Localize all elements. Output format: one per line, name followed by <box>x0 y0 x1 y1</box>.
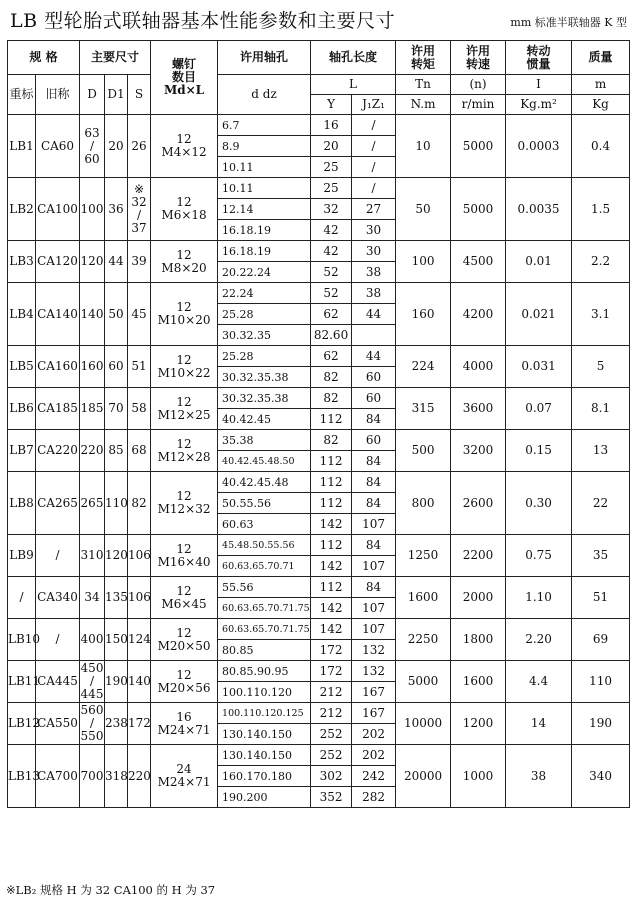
table-row <box>8 430 630 451</box>
table-row <box>8 661 630 682</box>
cell-speed: 3600 <box>451 388 506 430</box>
cell-inertia: 0.0035 <box>506 178 572 241</box>
cell-j: 30 <box>352 220 396 241</box>
cell-screw: 12 M8×20 <box>151 241 218 283</box>
cell-d: 265 <box>80 472 105 535</box>
table-row <box>8 346 630 367</box>
cell-d: 34 <box>80 577 105 619</box>
cell-torque: 10 <box>396 115 451 178</box>
cell-bore: 100.110.120 <box>218 682 311 703</box>
cell-d1: 238 <box>105 703 128 745</box>
cell-y: 142 <box>311 556 352 577</box>
cell-d: 310 <box>80 535 105 577</box>
cell-inertia: 38 <box>506 745 572 808</box>
table-row <box>8 178 630 199</box>
cell-y: 112 <box>311 409 352 430</box>
cell-y: 172 <box>311 640 352 661</box>
cell-y: 352 <box>311 787 352 808</box>
table-row <box>8 745 630 766</box>
spec-table <box>7 40 630 808</box>
cell-screw: 16 M24×71 <box>151 703 218 745</box>
header-col-s: S <box>128 75 151 115</box>
cell-y: 172 <box>311 661 352 682</box>
cell-ca: / <box>36 535 80 577</box>
cell-torque: 2250 <box>396 619 451 661</box>
cell-ca: CA445 <box>36 661 80 703</box>
cell-y: 42 <box>311 220 352 241</box>
cell-y: 112 <box>311 577 352 598</box>
cell-lb: LB9 <box>8 535 36 577</box>
cell-j: 84 <box>352 493 396 514</box>
cell-bore: 20.22.24 <box>218 262 311 283</box>
cell-y: 212 <box>311 703 352 724</box>
cell-d: 450 / 445 <box>80 661 104 701</box>
cell-screw: 12 M10×20 <box>151 283 218 346</box>
cell-speed: 2000 <box>451 577 506 619</box>
cell-screw: 12 M16×40 <box>151 535 218 577</box>
cell-y: 62 <box>311 304 352 325</box>
cell-d: 560 / 550 <box>80 703 104 743</box>
cell-ca: CA120 <box>36 241 80 283</box>
header-inertia-sym: I <box>506 75 572 95</box>
cell-y: 82 <box>311 388 352 409</box>
cell-y: 52 <box>311 283 352 304</box>
cell-inertia: 0.0003 <box>506 115 572 178</box>
cell-s: 124 <box>128 619 151 661</box>
cell-s: 220 <box>128 745 151 808</box>
cell-lb: LB13 <box>8 745 36 808</box>
cell-torque: 1600 <box>396 577 451 619</box>
cell-bore: 40.42.45 <box>218 409 311 430</box>
cell-d: 400 <box>80 619 105 661</box>
cell-s: 68 <box>128 430 151 472</box>
cell-j: 44 <box>352 346 396 367</box>
cell-bore: 10.11 <box>218 157 311 178</box>
table-row <box>8 283 630 304</box>
page-title: LB 型轮胎式联轴器基本性能参数和主要尺寸 <box>10 10 396 32</box>
cell-j: 84 <box>352 472 396 493</box>
header-new-std: 重标 <box>8 75 36 115</box>
cell-s: 82 <box>128 472 151 535</box>
cell-y: 62 <box>311 346 352 367</box>
header-torque-sym: Tn <box>396 75 451 95</box>
header-length: 轴孔长度 <box>311 41 396 75</box>
header-speed: 许用 转速 <box>451 41 506 75</box>
cell-speed: 5000 <box>451 115 506 178</box>
cell-j: 27 <box>352 199 396 220</box>
cell-lb: LB7 <box>8 430 36 472</box>
cell-ca: CA60 <box>36 115 80 178</box>
cell-d1: 120 <box>105 535 128 577</box>
cell-inertia: 0.07 <box>506 388 572 430</box>
cell-mass: 2.2 <box>572 241 630 283</box>
cell-j: 107 <box>352 598 396 619</box>
cell-inertia: 1.10 <box>506 577 572 619</box>
cell-y: 42 <box>311 241 352 262</box>
cell-speed: 2600 <box>451 472 506 535</box>
cell-bore: 16.18.19 <box>218 220 311 241</box>
cell-bore: 60.63.65.70.71 <box>218 556 311 577</box>
cell-lb: LB1 <box>8 115 36 178</box>
cell-lb: LB11 <box>8 661 36 703</box>
cell-screw: 12 M12×32 <box>151 472 218 535</box>
cell-j: / <box>352 178 396 199</box>
cell-y: 252 <box>311 745 352 766</box>
header-speed-unit: r/min <box>451 95 506 115</box>
cell-bore: 40.42.45.48.50 <box>218 451 311 472</box>
cell-torque: 500 <box>396 430 451 472</box>
cell-ca: CA700 <box>36 745 80 808</box>
header-mass-sym: m <box>572 75 630 95</box>
cell-mass: 1.5 <box>572 178 630 241</box>
cell-bore: 22.24 <box>218 283 311 304</box>
header-col-y: Y <box>311 95 352 115</box>
cell-y: 82 <box>311 367 352 388</box>
cell-s: 51 <box>128 346 151 388</box>
cell-speed: 4500 <box>451 241 506 283</box>
header-inertia: 转动 惯量 <box>506 41 572 75</box>
cell-torque: 160 <box>396 283 451 346</box>
cell-mass: 8.1 <box>572 388 630 430</box>
cell-torque: 20000 <box>396 745 451 808</box>
cell-bore: 100.110.120.125 <box>218 703 311 724</box>
cell-s: 58 <box>128 388 151 430</box>
cell-ca: CA550 <box>36 703 80 745</box>
cell-torque: 800 <box>396 472 451 535</box>
footnote: ※LB₂ 规格 H 为 32 CA100 的 H 为 37 <box>6 883 216 897</box>
cell-ca: CA265 <box>36 472 80 535</box>
cell-bore: 60.63.65.70.71.75 <box>218 598 311 619</box>
cell-bore: 40.42.45.48 <box>218 472 311 493</box>
cell-d: 220 <box>80 430 105 472</box>
header-spec: 规 格 <box>8 41 80 75</box>
cell-bore: 190.200 <box>218 787 311 808</box>
table-row <box>8 535 630 556</box>
cell-bore: 8.9 <box>218 136 311 157</box>
cell-lb: LB10 <box>8 619 36 661</box>
cell-s: 172 <box>128 703 151 745</box>
cell-y: 82 <box>311 430 352 451</box>
header-main-dims: 主要尺寸 <box>80 41 151 75</box>
cell-screw: 12 M4×12 <box>151 115 218 178</box>
cell-j: 44 <box>352 304 396 325</box>
cell-inertia: 2.20 <box>506 619 572 661</box>
cell-bore: 60.63 <box>218 514 311 535</box>
cell-speed: 1600 <box>451 661 506 703</box>
page-subtitle: mm 标准半联轴器 K 型 <box>510 16 627 29</box>
cell-ca: CA185 <box>36 388 80 430</box>
cell-d: 63 / 60 <box>80 115 105 178</box>
cell-j: 60 <box>352 388 396 409</box>
header-torque: 许用 转矩 <box>396 41 451 75</box>
cell-y: 82.60 <box>311 325 352 346</box>
cell-speed: 1000 <box>451 745 506 808</box>
header-col-d: D <box>80 75 105 115</box>
cell-inertia: 0.15 <box>506 430 572 472</box>
cell-y: 302 <box>311 766 352 787</box>
cell-y: 142 <box>311 619 352 640</box>
cell-y: 212 <box>311 682 352 703</box>
cell-inertia: 0.75 <box>506 535 572 577</box>
cell-d: 160 <box>80 346 105 388</box>
cell-j: 38 <box>352 262 396 283</box>
cell-j: 107 <box>352 556 396 577</box>
cell-y: 32 <box>311 199 352 220</box>
cell-bore: 45.48.50.55.56 <box>218 535 311 556</box>
cell-j: 107 <box>352 619 396 640</box>
cell-j: / <box>352 136 396 157</box>
cell-mass: 340 <box>572 745 630 808</box>
cell-s: 39 <box>128 241 151 283</box>
cell-mass: 13 <box>572 430 630 472</box>
table-row <box>8 115 630 136</box>
cell-ca: CA220 <box>36 430 80 472</box>
cell-bore: 60.63.65.70.71.75 <box>218 619 311 640</box>
cell-y: 20 <box>311 136 352 157</box>
cell-j: 282 <box>352 787 396 808</box>
cell-bore: 25.28 <box>218 304 311 325</box>
cell-d1: 318 <box>105 745 128 808</box>
cell-y: 112 <box>311 472 352 493</box>
cell-ca: CA160 <box>36 346 80 388</box>
cell-s: ※ 32 / 37 <box>128 178 151 241</box>
cell-s: 45 <box>128 283 151 346</box>
cell-j: 38 <box>352 283 396 304</box>
cell-speed: 1800 <box>451 619 506 661</box>
cell-bore: 30.32.35.38 <box>218 367 311 388</box>
header-inertia-unit: Kg.m² <box>506 95 572 115</box>
cell-d1: 20 <box>105 115 128 178</box>
header-mass-unit: Kg <box>572 95 630 115</box>
cell-d: 185 <box>80 388 105 430</box>
cell-bore: 6.7 <box>218 115 311 136</box>
header-speed-sym: (n) <box>451 75 506 95</box>
cell-speed: 3200 <box>451 430 506 472</box>
cell-screw: 24 M24×71 <box>151 745 218 808</box>
cell-bore: 35.38 <box>218 430 311 451</box>
cell-lb: / <box>8 577 36 619</box>
cell-j: / <box>352 157 396 178</box>
cell-j: 132 <box>352 661 396 682</box>
cell-j: 84 <box>352 451 396 472</box>
cell-y: 112 <box>311 535 352 556</box>
cell-mass: 3.1 <box>572 283 630 346</box>
header-bore: 许用轴孔 <box>218 41 311 75</box>
cell-ca: / <box>36 619 80 661</box>
cell-d: 140 <box>80 283 105 346</box>
cell-y: 142 <box>311 514 352 535</box>
cell-j: 167 <box>352 703 396 724</box>
cell-y: 142 <box>311 598 352 619</box>
cell-inertia: 14 <box>506 703 572 745</box>
cell-d: 120 <box>80 241 105 283</box>
cell-j: 107 <box>352 514 396 535</box>
header-torque-unit: N.m <box>396 95 451 115</box>
cell-d1: 44 <box>105 241 128 283</box>
cell-torque: 5000 <box>396 661 451 703</box>
cell-j: 84 <box>352 409 396 430</box>
cell-d1: 70 <box>105 388 128 430</box>
cell-j: 132 <box>352 640 396 661</box>
cell-mass: 51 <box>572 577 630 619</box>
cell-mass: 69 <box>572 619 630 661</box>
page-header <box>0 0 633 40</box>
cell-j <box>352 325 396 346</box>
header-mass: 质量 <box>572 41 630 75</box>
header-length-sub: L <box>311 75 396 95</box>
cell-j: 242 <box>352 766 396 787</box>
cell-screw: 12 M10×22 <box>151 346 218 388</box>
header-old-name: 旧称 <box>36 75 80 115</box>
cell-d: 700 <box>80 745 105 808</box>
cell-j: 60 <box>352 367 396 388</box>
cell-bore: 80.85 <box>218 640 311 661</box>
cell-mass: 22 <box>572 472 630 535</box>
cell-speed: 5000 <box>451 178 506 241</box>
cell-s: 106 <box>128 535 151 577</box>
cell-inertia: 0.01 <box>506 241 572 283</box>
cell-y: 25 <box>311 157 352 178</box>
cell-d: 100 <box>80 178 105 241</box>
cell-bore: 30.32.35 <box>218 325 311 346</box>
cell-ca: CA140 <box>36 283 80 346</box>
cell-speed: 4000 <box>451 346 506 388</box>
cell-torque: 1250 <box>396 535 451 577</box>
cell-screw: 12 M20×50 <box>151 619 218 661</box>
cell-y: 16 <box>311 115 352 136</box>
cell-bore: 55.56 <box>218 577 311 598</box>
cell-lb: LB6 <box>8 388 36 430</box>
cell-s: 26 <box>128 115 151 178</box>
cell-bore: 130.140.150 <box>218 724 311 745</box>
cell-screw: 12 M6×18 <box>151 178 218 241</box>
cell-j: 202 <box>352 745 396 766</box>
cell-speed: 1200 <box>451 703 506 745</box>
header-screw: 螺钉 数目 Md×L <box>151 41 218 115</box>
cell-lb: LB4 <box>8 283 36 346</box>
cell-y: 52 <box>311 262 352 283</box>
cell-inertia: 0.021 <box>506 283 572 346</box>
cell-ca: CA100 <box>36 178 80 241</box>
cell-mass: 5 <box>572 346 630 388</box>
cell-torque: 50 <box>396 178 451 241</box>
table-row <box>8 703 630 724</box>
cell-bore: 50.55.56 <box>218 493 311 514</box>
cell-d1: 36 <box>105 178 128 241</box>
cell-screw: 12 M12×28 <box>151 430 218 472</box>
cell-speed: 4200 <box>451 283 506 346</box>
cell-j: 167 <box>352 682 396 703</box>
cell-d1: 50 <box>105 283 128 346</box>
cell-s: 140 <box>128 661 151 703</box>
cell-screw: 12 M6×45 <box>151 577 218 619</box>
cell-j: 60 <box>352 430 396 451</box>
cell-torque: 315 <box>396 388 451 430</box>
cell-mass: 35 <box>572 535 630 577</box>
cell-mass: 110 <box>572 661 630 703</box>
header-col-d1: D1 <box>105 75 128 115</box>
cell-speed: 2200 <box>451 535 506 577</box>
table-row <box>8 388 630 409</box>
cell-bore: 160.170.180 <box>218 766 311 787</box>
table-row <box>8 619 630 640</box>
cell-torque: 10000 <box>396 703 451 745</box>
cell-inertia: 0.30 <box>506 472 572 535</box>
cell-j: 84 <box>352 577 396 598</box>
cell-bore: 80.85.90.95 <box>218 661 311 682</box>
cell-bore: 25.28 <box>218 346 311 367</box>
cell-lb: LB5 <box>8 346 36 388</box>
cell-d1: 135 <box>105 577 128 619</box>
cell-d1: 60 <box>105 346 128 388</box>
cell-lb: LB3 <box>8 241 36 283</box>
cell-d1: 190 <box>105 661 128 703</box>
cell-y: 112 <box>311 451 352 472</box>
cell-inertia: 4.4 <box>506 661 572 703</box>
cell-j: / <box>352 115 396 136</box>
cell-y: 25 <box>311 178 352 199</box>
table-row <box>8 472 630 493</box>
cell-lb: LB8 <box>8 472 36 535</box>
cell-bore: 16.18.19 <box>218 241 311 262</box>
cell-bore: 10.11 <box>218 178 311 199</box>
table-row <box>8 577 630 598</box>
table-row <box>8 241 630 262</box>
cell-screw: 12 M12×25 <box>151 388 218 430</box>
cell-lb: LB2 <box>8 178 36 241</box>
cell-j: 30 <box>352 241 396 262</box>
cell-lb: LB12 <box>8 703 36 745</box>
cell-mass: 190 <box>572 703 630 745</box>
cell-inertia: 0.031 <box>506 346 572 388</box>
cell-torque: 224 <box>396 346 451 388</box>
cell-bore: 30.32.35.38 <box>218 388 311 409</box>
cell-d1: 85 <box>105 430 128 472</box>
cell-s: 106 <box>128 577 151 619</box>
cell-d1: 110 <box>105 472 128 535</box>
cell-bore: 12.14 <box>218 199 311 220</box>
cell-mass: 0.4 <box>572 115 630 178</box>
cell-j: 202 <box>352 724 396 745</box>
cell-d1: 150 <box>105 619 128 661</box>
cell-bore: 130.140.150 <box>218 745 311 766</box>
header-bore-sub: d dz <box>218 75 311 115</box>
cell-ca: CA340 <box>36 577 80 619</box>
cell-y: 112 <box>311 493 352 514</box>
cell-j: 84 <box>352 535 396 556</box>
cell-y: 252 <box>311 724 352 745</box>
cell-torque: 100 <box>396 241 451 283</box>
header-col-j: J₁Z₁ <box>352 95 396 115</box>
cell-screw: 12 M20×56 <box>151 661 218 703</box>
